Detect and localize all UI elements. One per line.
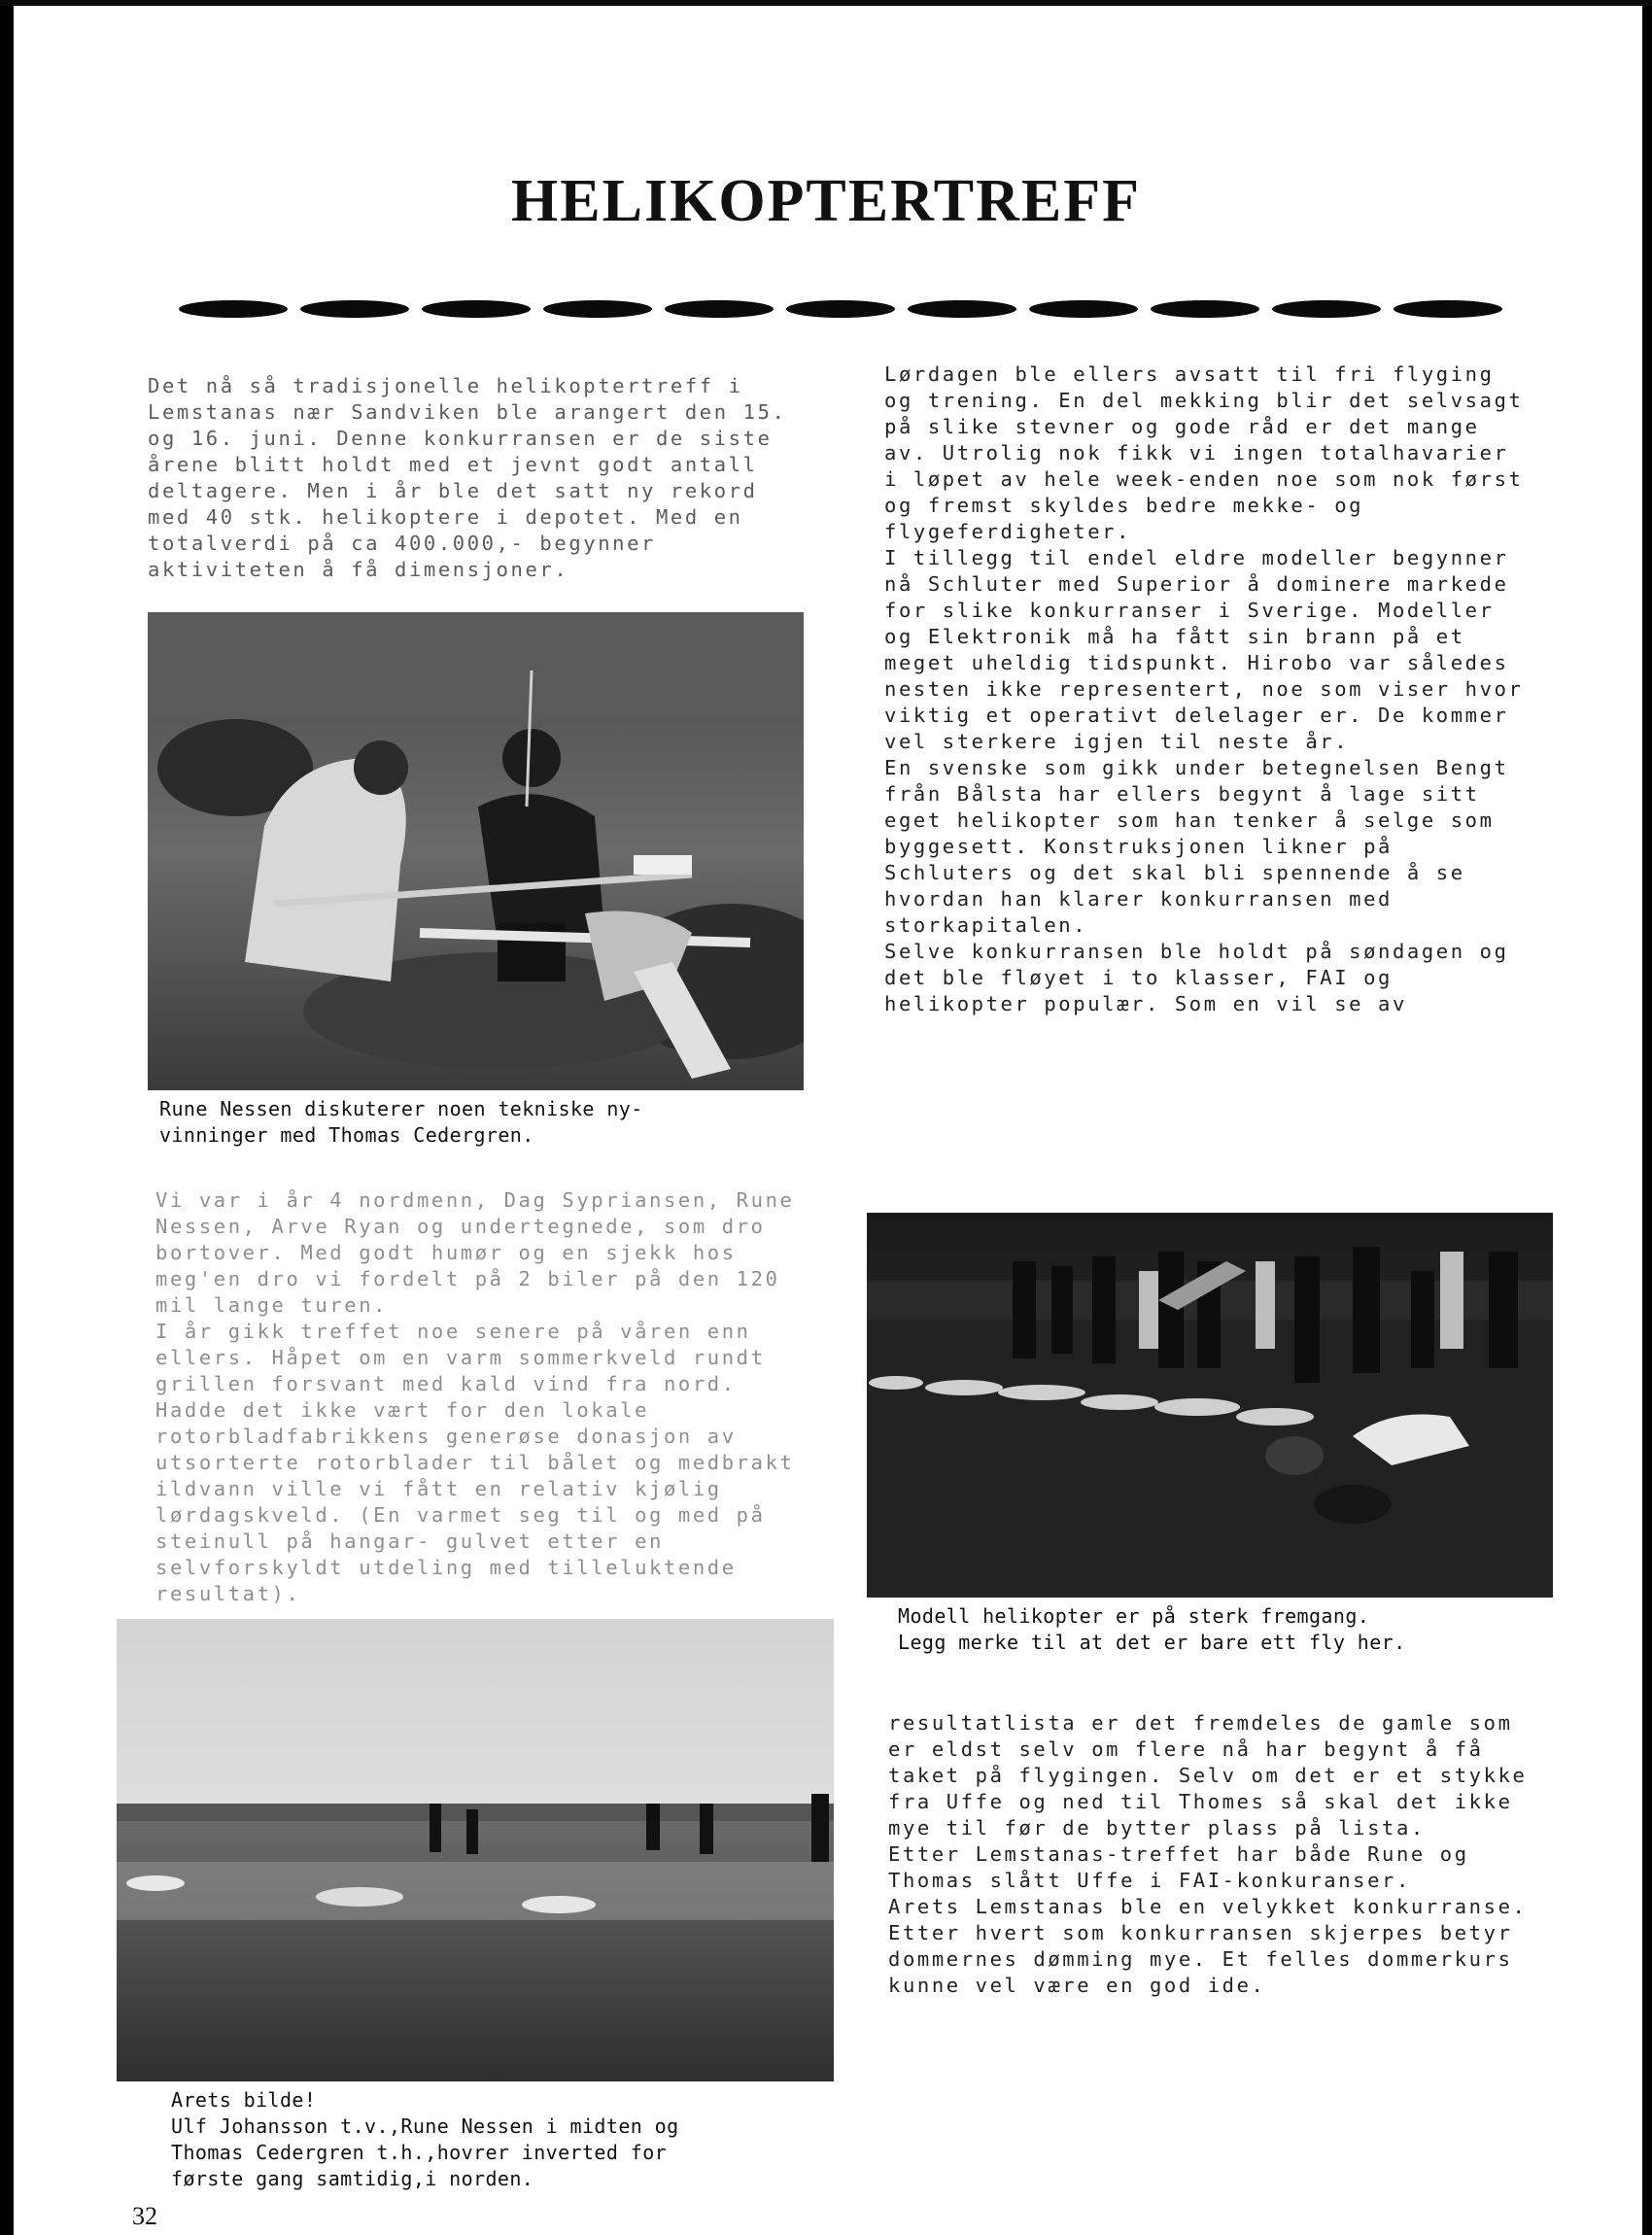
- photo2-caption: Modell helikopter er på sterk fremgang. Legg merke til at det er bare ett fly her.: [898, 1604, 1406, 1654]
- photo1-caption: Rune Nessen diskuterer noen tekniske ny- vinninger med Thomas Cedergren.: [159, 1097, 643, 1147]
- page-title: HELIKOPTERTREFF: [511, 168, 1141, 234]
- photo-discussion: [148, 612, 804, 1090]
- photo-helicopter-lineup: [867, 1213, 1553, 1598]
- photo-inverted-hover: [117, 1619, 834, 2081]
- scan-edge-right: [1642, 0, 1652, 2235]
- results-paragraph: resultatlista er det fremdeles de gamle som er eldst selv om flere nå har begynt å få taket på flygingen. Selv om det er et stykke fra Uffe og ned til Thomes så skal det ikke mye til før de bytter plass på lista. Etter Lemstanas-treffet har både Rune og Thomas slått Uffe i FAI-konkuranser. Arets Lemstanas ble en velykket konkurranse. Etter hvert som konkurransen skjerpes betyr dommernes dømming mye. Et felles dommerkurs kunne vel være en god ide.: [888, 1711, 1528, 1997]
- photo3-caption: Arets bilde! Ulf Johansson t.v.,Rune Nessen i midten og Thomas Cedergren t.h.,hovrer inverted for første gang samtidig,i norden.: [171, 2088, 679, 2190]
- travel-paragraph: Vi var i år 4 nordmenn, Dag Sypriansen, Rune Nessen, Arve Ryan og undertegnede, som dro bortover. Med godt humør og en sjekk hos meg'en dro vi fordelt på 2 biler på den 120 mil lange turen. I år gikk treffet noe senere på våren enn ellers. Håpet om en varm sommerkveld rundt grillen forsvant med kald vind fra nord. Hadde det ikke vært for den lokale rotorbladfabrikkens generøse donasjon av utsorterte rotorblader til bålet og medbrakt ildvann ville vi fått en relativ kjølig lørdagskveld. (En varmet seg til og med på steinull på hangar- gulvet etter en selvforskyldt utdeling med tilleluktende resultat).: [155, 1188, 795, 1605]
- intro-paragraph: Det nå så tradisjonelle helikoptertreff i Lemstanas nær Sandviken ble arangert den 15. og 16. juni. Denne konkurransen er de siste årene blitt holdt med et jevnt godt antall deltagere. Men i år ble det satt ny rekord med 40 stk. helikoptere i depotet. Med en totalverdi på ca 400.000,- begynner aktiviteten å få dimensjoner.: [148, 374, 787, 581]
- scan-edge-top: [0, 0, 1652, 6]
- scan-edge-left: [0, 0, 14, 2235]
- competition-paragraph: Lørdagen ble ellers avsatt til fri flyging og trening. En del mekking blir det selvsagt på slike stevner og gode råd er det mange av. Utrolig nok fikk vi ingen totalhavarier i løpet av hele week-enden noe som nok først og fremst skyldes bedre mekke- og flygeferdigheter. I tillegg til endel eldre modeller begynner nå Schluter med Superior å dominere markede for slike konkurranser i Sverige. Modeller og Elektronik må ha fått sin brann på et meget uheldig tidspunkt. Hirobo var således nesten ikke representert, noe som viser hvor viktig et operativt delelager er. De kommer vel sterkere igjen til neste år. En svenske som gikk under betegnelsen Bengt från Bålsta har ellers begynt å lage sitt eget helikopter som han tenker å selge som byggesett. Konstruksjonen likner på Schluters og det skal bli spennende å se hvordan han klarer konkurransen med storkapitalen. Selve konkurransen ble holdt på søndagen og det ble fløyet i to klasser, FAI og helikopter populær. Som en vil se av: [884, 362, 1524, 1015]
- decorative-divider: [175, 290, 1516, 328]
- page-number: 32: [132, 2202, 157, 2230]
